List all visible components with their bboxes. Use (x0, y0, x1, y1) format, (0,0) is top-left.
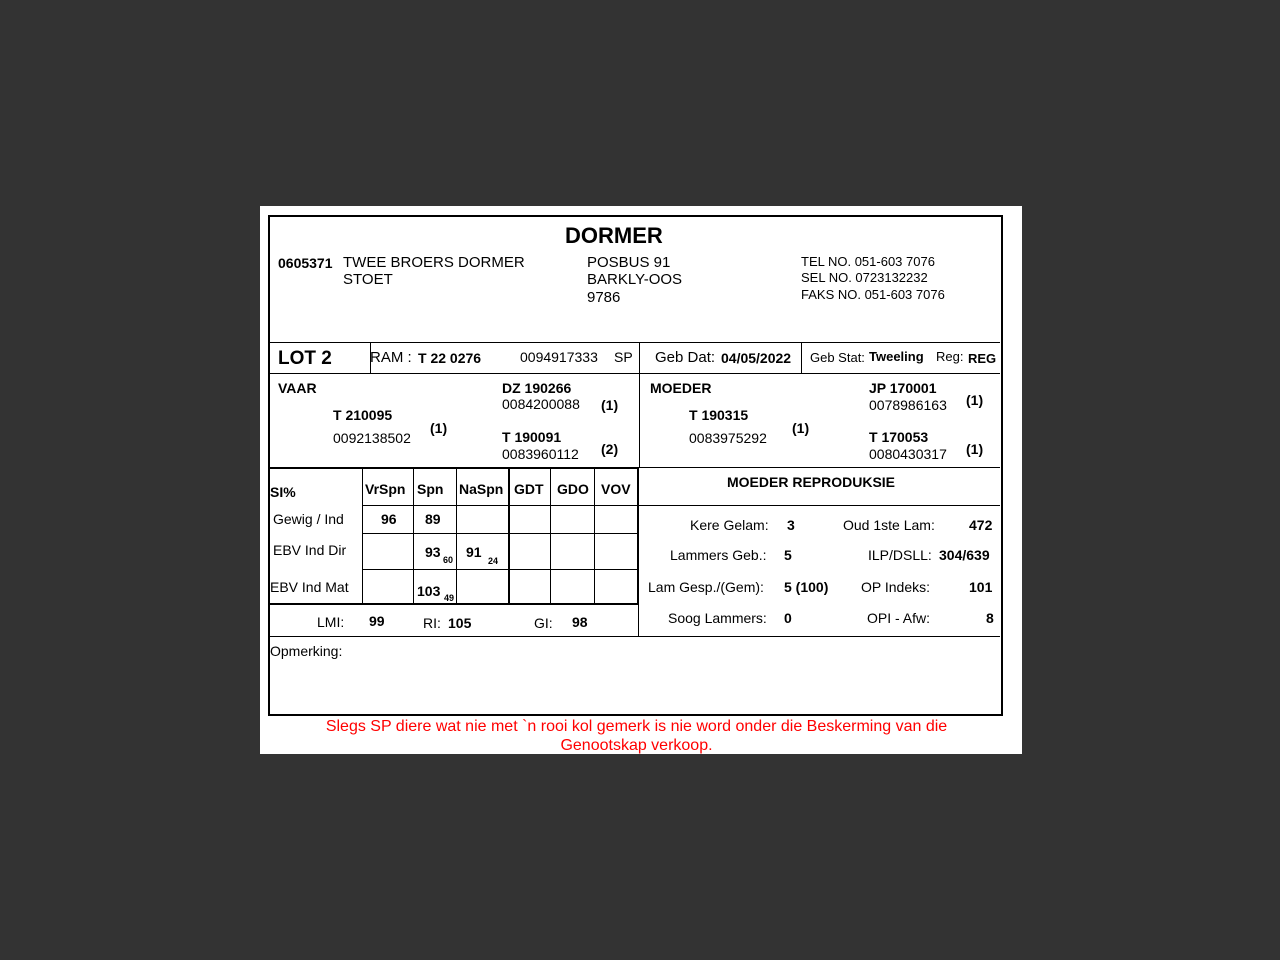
dam-count: (1) (792, 420, 810, 436)
col-header-vov: VOV (601, 481, 631, 497)
reg-label: Reg: (936, 349, 964, 364)
cellphone: SEL NO. 0723132232 (801, 270, 928, 285)
maternal-granddam-id: T 170053 (869, 429, 929, 445)
opmerking-divider (270, 636, 1000, 637)
col-divider-3 (456, 468, 457, 603)
reg-status: REG (968, 351, 997, 366)
ram-registration-number: 0094917333 (520, 349, 598, 365)
ebv-mat-spn-accuracy: 49 (444, 593, 455, 603)
footer-notice-line2: Genootskap verkoop. (560, 737, 713, 754)
reproduction-title: MOEDER REPRODUKSIE (727, 474, 896, 490)
ilp-dsll-label: ILP/DSLL: (868, 547, 932, 563)
lam-gesp-label: Lam Gesp./(Gem): (648, 579, 764, 595)
reproduction-top-border (639, 467, 1000, 468)
paternal-grandsire-number: 0084200088 (502, 396, 580, 412)
ebv-dir-naspn-accuracy: 24 (488, 556, 499, 566)
birth-status: Tweeling (869, 349, 924, 364)
paternal-granddam-id: T 190091 (502, 429, 562, 445)
row-divider-2 (362, 533, 638, 534)
pedigree-center-divider (639, 342, 640, 467)
ram-label: RAM : (370, 349, 412, 366)
maternal-grandsire-id: JP 170001 (869, 380, 937, 396)
performance-mid-divider (508, 467, 510, 605)
ebv-dir-spn: 93 (425, 544, 441, 560)
sire-number: 0092138502 (333, 430, 411, 446)
ebv-dir-spn-accuracy: 60 (443, 555, 454, 565)
col-divider-5 (594, 468, 595, 603)
remarks-label: Opmerking: (270, 643, 343, 659)
lmi-label: LMI: (317, 614, 345, 630)
ri-label: RI: (423, 615, 441, 631)
kere-gelam-value: 3 (787, 517, 795, 533)
op-indeks-value: 101 (969, 579, 993, 595)
lot-number: LOT 2 (278, 348, 332, 369)
dam-label: MOEDER (650, 380, 712, 396)
address-line3: 9786 (587, 289, 621, 306)
dam-id: T 190315 (689, 407, 749, 423)
col-divider-1 (362, 468, 363, 603)
paternal-grandsire-count: (1) (601, 397, 619, 413)
maternal-grandsire-number: 0078986163 (869, 397, 947, 413)
col-header-gdo: GDO (557, 481, 589, 497)
performance-bottom-border (268, 603, 639, 605)
op-indeks-label: OP Indeks: (861, 579, 931, 595)
birth-divider (801, 342, 802, 373)
address-line1: POSBUS 91 (587, 254, 671, 271)
col-divider-2 (413, 468, 414, 603)
row-label-ebv-mat: EBV Ind Mat (270, 579, 349, 595)
col-header-gdt: GDT (514, 481, 544, 497)
header-divider (270, 342, 1000, 343)
paternal-granddam-count: (2) (601, 441, 619, 457)
col-header-naspn: NaSpn (459, 481, 504, 497)
ri-value: 105 (448, 615, 472, 631)
soog-lammers-value: 0 (784, 610, 792, 626)
lot-row-divider (270, 373, 1000, 374)
gi-value: 98 (572, 614, 588, 630)
ebv-dir-naspn: 91 (466, 544, 482, 560)
stud-name-line1: TWEE BROERS DORMER (343, 254, 525, 271)
maternal-granddam-count: (1) (966, 441, 984, 457)
ilp-dsll-value: 304/639 (939, 547, 990, 563)
fax: FAKS NO. 051-603 7076 (801, 287, 945, 302)
ram-id: T 22 0276 (418, 350, 482, 366)
kere-gelam-label: Kere Gelam: (690, 517, 769, 533)
breed-title: DORMER (565, 223, 663, 248)
col-divider-4 (550, 468, 551, 603)
address-line2: BARKLY-OOS (587, 271, 683, 288)
row-label-gewig: Gewig / Ind (273, 511, 344, 527)
soog-lammers-label: Soog Lammers: (668, 610, 767, 626)
col-header-vrspn: VrSpn (365, 481, 406, 497)
dam-number: 0083975292 (689, 430, 767, 446)
gewig-spn: 89 (425, 511, 441, 527)
paternal-granddam-number: 0083960112 (502, 446, 579, 462)
sire-id: T 210095 (333, 407, 393, 423)
performance-top-border (268, 467, 639, 469)
birth-date-label: Geb Dat: (655, 349, 716, 366)
oud-eerste-lam-value: 472 (969, 517, 993, 533)
stud-name-line2: STOET (343, 271, 393, 288)
lmi-value: 99 (369, 613, 385, 629)
maternal-grandsire-count: (1) (966, 392, 984, 408)
member-number: 0605371 (278, 255, 333, 271)
telephone: TEL NO. 051-603 7076 (801, 254, 935, 269)
indices-divider (638, 605, 639, 636)
birth-status-label: Geb Stat: (810, 350, 865, 365)
opi-afw-value: 8 (986, 610, 994, 626)
sire-count: (1) (430, 420, 448, 436)
lam-gesp-value: 5 (100) (784, 579, 829, 595)
col-header-spn: Spn (417, 481, 444, 497)
footer-notice-line1: Slegs SP diere wat nie met `n rooi kol gemerk is nie word onder die Beskerming van die (325, 718, 948, 735)
birth-date: 04/05/2022 (721, 350, 792, 366)
reproduction-title-divider (639, 505, 1000, 506)
performance-right-border (637, 467, 639, 605)
paternal-grandsire-id: DZ 190266 (502, 380, 572, 396)
col-header-si: SI% (270, 484, 296, 500)
ebv-mat-spn: 103 (417, 583, 441, 599)
row-divider-3 (362, 569, 638, 570)
row-label-ebv-dir: EBV Ind Dir (273, 542, 347, 558)
maternal-granddam-number: 0080430317 (869, 446, 947, 462)
gewig-vrspn: 96 (381, 511, 397, 527)
row-divider-1 (362, 505, 638, 506)
opi-afw-label: OPI - Afw: (867, 610, 931, 626)
lammers-geb-label: Lammers Geb.: (670, 547, 767, 563)
sire-label: VAAR (278, 380, 317, 396)
sp-marker: SP (614, 349, 633, 365)
gi-label: GI: (534, 615, 553, 631)
oud-eerste-lam-label: Oud 1ste Lam: (843, 517, 935, 533)
lammers-geb-value: 5 (784, 547, 792, 563)
